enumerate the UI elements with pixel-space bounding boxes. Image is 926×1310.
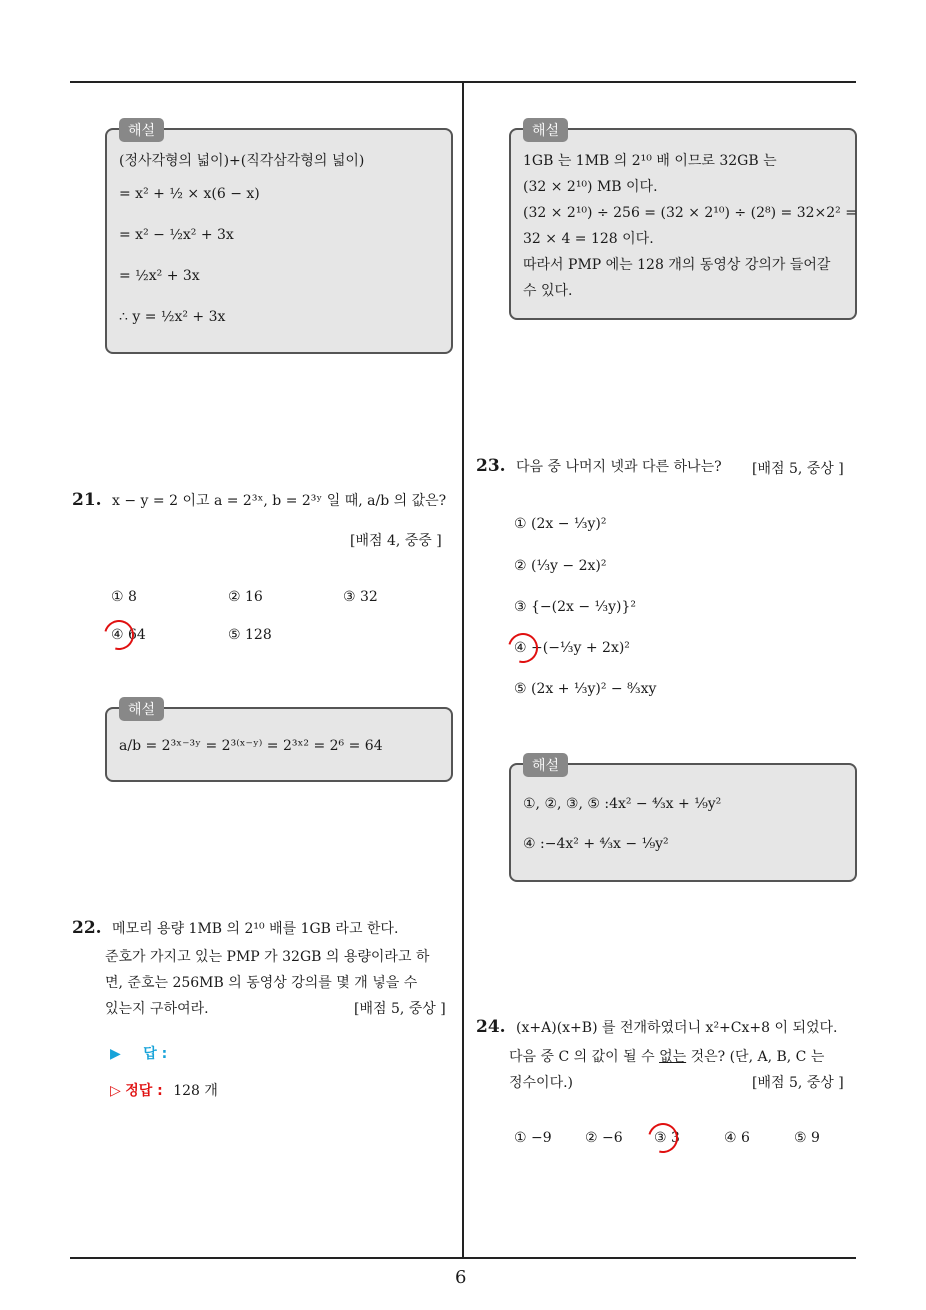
solution-line: ∴ y = ½x² + 3x — [119, 309, 226, 325]
answer-label: 답 : — [143, 1046, 168, 1062]
correct-answer-value: 128 개 — [173, 1083, 218, 1099]
solution-line: ①, ②, ③, ⑤ :4x² − ⁴⁄₃x + ⅑y² — [523, 796, 722, 812]
solution-line: = x² + ½ × x(6 − x) — [119, 186, 260, 202]
solution-tag: 해설 — [523, 118, 568, 142]
solution-tag: 해설 — [119, 697, 164, 721]
solution-line: = x² − ½x² + 3x — [119, 227, 234, 243]
option-2: ② (⅓y − 2x)² — [514, 558, 607, 574]
option-5: ⑤ (2x + ⅓y)² − ⁸⁄₃xy — [514, 681, 657, 697]
question-text-part: 것은? (단, A, B, C 는 — [686, 1049, 825, 1065]
question-22 — [72, 918, 398, 938]
solution-box-q21 — [105, 702, 453, 782]
answer-circle-mark — [503, 628, 544, 669]
option-4: ④ 64 — [111, 627, 146, 643]
question-23 — [476, 456, 722, 476]
solution-line: (32 × 2¹⁰) ÷ 256 = (32 × 2¹⁰) ÷ (2⁸) = 32×2² = — [523, 205, 857, 221]
solution-tag: 해설 — [119, 118, 164, 142]
question-text: 면, 준호는 256MB 의 동영상 강의를 몇 개 넣을 수 — [105, 975, 418, 991]
outline-play-icon: ▷ — [110, 1083, 121, 1099]
option-3: ③ 3 — [654, 1130, 680, 1146]
question-text: 정수이다.) — [509, 1075, 574, 1091]
question-text: 메모리 용량 1MB 의 2¹⁰ 배를 1GB 라고 한다. — [112, 921, 399, 937]
solution-line: (정사각형의 넓이)+(직각삼각형의 넓이) — [119, 153, 365, 169]
option-1: ① 8 — [111, 589, 137, 605]
bottom-rule — [70, 1257, 856, 1259]
answer-circle-mark — [99, 615, 140, 656]
correct-answer-label: 정답 : — [125, 1083, 163, 1099]
question-text: x − y = 2 이고 a = 2³ˣ, b = 2³ʸ 일 때, a/b 의 값은? — [112, 493, 447, 509]
option-2: ② 16 — [228, 589, 263, 605]
solution-line: 32 × 4 = 128 이다. — [523, 231, 654, 247]
column-divider — [462, 83, 464, 1258]
question-number: 22. — [72, 918, 102, 938]
option-3: ③ {−(2x − ⅓y)}² — [514, 599, 636, 615]
underlined-word: 없는 — [659, 1049, 687, 1065]
question-score: [배점 5, 중상 ] — [752, 461, 844, 477]
question-text — [509, 1046, 824, 1066]
correct-answer-row — [110, 1080, 218, 1100]
question-number: 21. — [72, 490, 102, 510]
page-number: 6 — [455, 1267, 467, 1288]
option-1: ① (2x − ⅓y)² — [514, 516, 607, 532]
option-5: ⑤ 9 — [794, 1130, 820, 1146]
option-1: ① −9 — [514, 1130, 552, 1146]
question-24 — [476, 1017, 837, 1037]
question-text-part: 다음 중 C 의 값이 될 수 — [509, 1049, 660, 1065]
answer-row — [110, 1043, 167, 1063]
option-4: ④ −(−⅓y + 2x)² — [514, 640, 630, 656]
question-text: 준호가 가지고 있는 PMP 가 32GB 의 용량이라고 하 — [105, 949, 430, 965]
question-text: 있는지 구하여라. — [105, 1001, 209, 1017]
question-number: 24. — [476, 1017, 506, 1037]
question-text: 다음 중 나머지 넷과 다른 하나는? — [516, 459, 722, 475]
solution-tag: 해설 — [523, 753, 568, 777]
question-score: [배점 5, 중상 ] — [354, 1001, 446, 1017]
question-score: [배점 5, 중상 ] — [752, 1075, 844, 1091]
question-number: 23. — [476, 456, 506, 476]
question-21 — [72, 490, 446, 510]
solution-box-q22 — [509, 123, 857, 320]
solution-box-q23 — [509, 758, 857, 882]
solution-line: = ½x² + 3x — [119, 268, 200, 284]
option-2: ② −6 — [585, 1130, 623, 1146]
solution-box-q20 — [105, 123, 453, 354]
solution-line: a/b = 2³ˣ⁻³ʸ = 2³⁽ˣ⁻ʸ⁾ = 2³ˣ² = 2⁶ = 64 — [119, 738, 383, 754]
option-5: ⑤ 128 — [228, 627, 272, 643]
question-text: (x+A)(x+B) 를 전개하였더니 x²+Cx+8 이 되었다. — [516, 1020, 838, 1036]
solution-line: ④ :−4x² + ⁴⁄₃x − ⅑y² — [523, 836, 669, 852]
answer-circle-mark — [643, 1118, 684, 1159]
play-icon: ▶ — [110, 1046, 121, 1062]
solution-line: 따라서 PMP 에는 128 개의 동영상 강의가 들어갈 — [523, 257, 831, 273]
question-score: [배점 4, 중중 ] — [350, 533, 442, 549]
solution-line: 수 있다. — [523, 283, 573, 299]
option-4: ④ 6 — [724, 1130, 750, 1146]
solution-line: (32 × 2¹⁰) MB 이다. — [523, 179, 658, 195]
solution-line: 1GB 는 1MB 의 2¹⁰ 배 이므로 32GB 는 — [523, 153, 777, 169]
option-3: ③ 32 — [343, 589, 378, 605]
